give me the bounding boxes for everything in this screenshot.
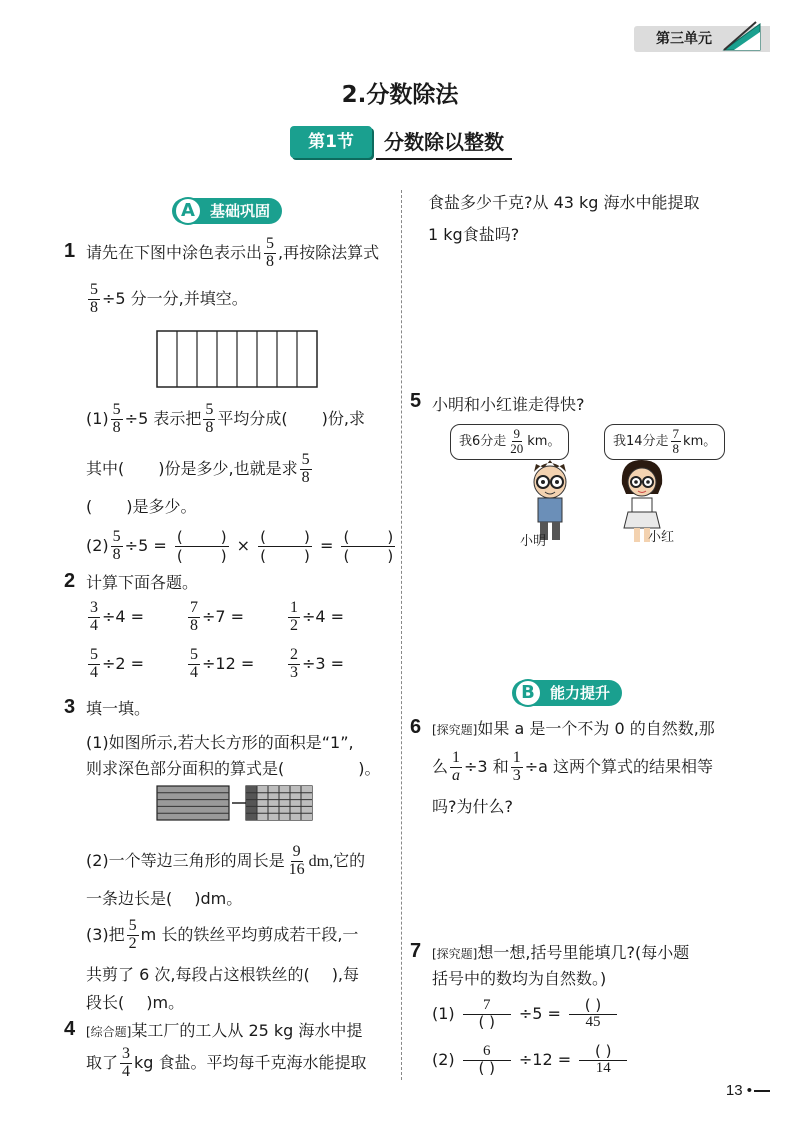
q2-title: 计算下面各题。 [86,573,199,592]
q3-part2-line1: (2)一个等边三角形的周长是 $\frac{9}{16}$ dm,它的 [86,843,366,878]
name-xiaoming: 小明 [520,534,547,549]
q6-line2: 么 $\frac{1}{a}$ ÷3 和 $\frac{1}{3}$ ÷a 这两个算式的结果相等 [432,749,714,784]
name-xiaohong: 小红 [648,530,675,545]
question-number-1: 1 [64,240,76,262]
q1-part1-line1: (1) $\frac{5}{8}$ ÷5 表示把 $\frac{5}{8}$ 平均分成( )份,求 [86,401,365,436]
question-number-5: 5 [410,390,422,412]
q3-part3-line1: (3)把 $\frac{5}{2}$ m 长的铁丝平均剪成若干段,一 [86,917,359,952]
q1-text: ,再按除法算式 [278,242,380,262]
ruler-triangle-icon [720,20,764,54]
fraction: $\frac{5}{8}$ [205,401,214,436]
q2-item: $\frac{5}{4}$ ÷12 = [190,646,255,681]
q3-title: 填一填。 [86,699,151,718]
q6-line1: [探究题]如果 a 是一个不为 0 的自然数,那 [432,719,715,738]
section-tag: 第1节 [290,126,372,158]
question-number-4: 4 [64,1018,76,1040]
answer-fraction-blank[interactable]: $\frac{7}{( )}$ [463,998,511,1031]
fraction: $\frac{5}{8}$ [112,527,121,563]
q1-text: 请先在下图中涂色表示出 [86,242,263,262]
q2-item: $\frac{7}{8}$ ÷7 = [190,599,245,634]
q4-line3: 食盐多少千克?从 43 kg 海水中能提取 [428,193,700,212]
q3-part2-line2: 一条边长是( )dm。 [86,889,243,908]
area-diagram [156,784,316,824]
q4-line1: [综合题]某工厂的工人从 25 kg 海水中提 [86,1021,363,1040]
q3-part3-line2: 共剪了 6 次,每段占这根铁丝的( ),每 [86,965,360,984]
answer-fraction-blank[interactable]: $\frac{( )}{45}$ [569,998,617,1031]
q2-item: $\frac{5}{4}$ ÷2 = [90,646,145,681]
q1-part2: (2) $\frac{5}{8}$ ÷5 = $\frac{( )}{( )}$ × $\frac{( )}{( )}$ = $\frac{( )}{( )}$ [86,527,394,565]
q5-title: 小明和小红谁走得快? [432,395,585,414]
question-number-7: 7 [410,940,422,962]
question-number-3: 3 [64,696,76,718]
badge-advanced [512,680,622,706]
column-divider [401,190,402,1080]
answer-fraction-blank[interactable]: $\frac{6}{( )}$ [463,1044,511,1077]
q7-row2: (2) $\frac{6}{( )}$ ÷12 = $\frac{( )}{14}$ [432,1044,630,1077]
answer-fraction-blank[interactable]: $\frac{( )}{( )}$ [343,528,394,565]
q2-item: $\frac{1}{2}$ ÷4 = [290,599,345,634]
question-number-6: 6 [410,716,422,738]
chapter-title: 2.分数除法 [341,82,459,108]
fraction: $\frac{5}{8}$ [90,281,98,316]
q3-part1-line2: 则求深色部分面积的算式是( )。 [86,759,381,778]
answer-fraction-blank[interactable]: $\frac{( )}{( )}$ [176,528,227,565]
speech-bubble-xiaoming: 我6分走 $\frac{9}{20}$ km。 [450,424,569,460]
answer-fraction-blank[interactable]: $\frac{( )}{14}$ [579,1044,627,1077]
badge-basic-label: 基础巩固 [210,202,271,220]
question-number-2: 2 [64,570,76,592]
speech-bubble-xiaohong: 我14分走 $\frac{7}{8}$ km。 [604,424,725,460]
q1-line2 [86,282,248,317]
badge-letter-b: B [514,679,542,707]
q1-part1-line3: ( )是多少。 [86,497,197,516]
q6-line3: 吗?为什么? [432,797,513,816]
page-number: 13 • [726,1082,770,1099]
fraction: $\frac{5}{8}$ [266,235,275,270]
q1-part1-line2: 其中( )份是多少,也就是求 $\frac{5}{8}$ [86,451,310,486]
q1-text: ÷5 分一分,并填空。 [102,288,248,308]
q7-row1: (1) $\frac{7}{( )}$ ÷5 = $\frac{( )}{45}$ [432,998,620,1031]
fraction: $\frac{5}{8}$ [301,451,310,486]
fraction: $\frac{5}{8}$ [112,401,121,436]
q2-item: $\frac{3}{4}$ ÷4 = [90,599,145,634]
q2-item: $\frac{2}{3}$ ÷3 = [290,646,345,681]
q3-part1-line1: (1)如图所示,若大长方形的面积是“1”, [86,733,354,752]
q4-line2: 取了 $\frac{3}{4}$ kg 食盐。平均每千克海水能提取 [86,1045,367,1080]
q1-line1 [86,236,379,271]
badge-basic [172,198,282,224]
badge-advanced-label: 能力提升 [550,684,611,702]
q7-line2: 括号中的数均为自然数。) [432,969,607,988]
section-name: 分数除以整数 [376,126,512,160]
answer-fraction-blank[interactable]: $\frac{( )}{( )}$ [260,528,310,565]
rectangle-8-parts[interactable] [156,330,318,388]
q4-line4: 1 kg食盐吗? [428,225,520,244]
q3-part3-line3: 段长( )m。 [86,993,185,1012]
q7-line1: [探究题]想一想,括号里能填几?(每小题 [432,943,690,962]
badge-letter-a: A [174,197,202,225]
unit-tab: 第三单元 [634,26,770,52]
